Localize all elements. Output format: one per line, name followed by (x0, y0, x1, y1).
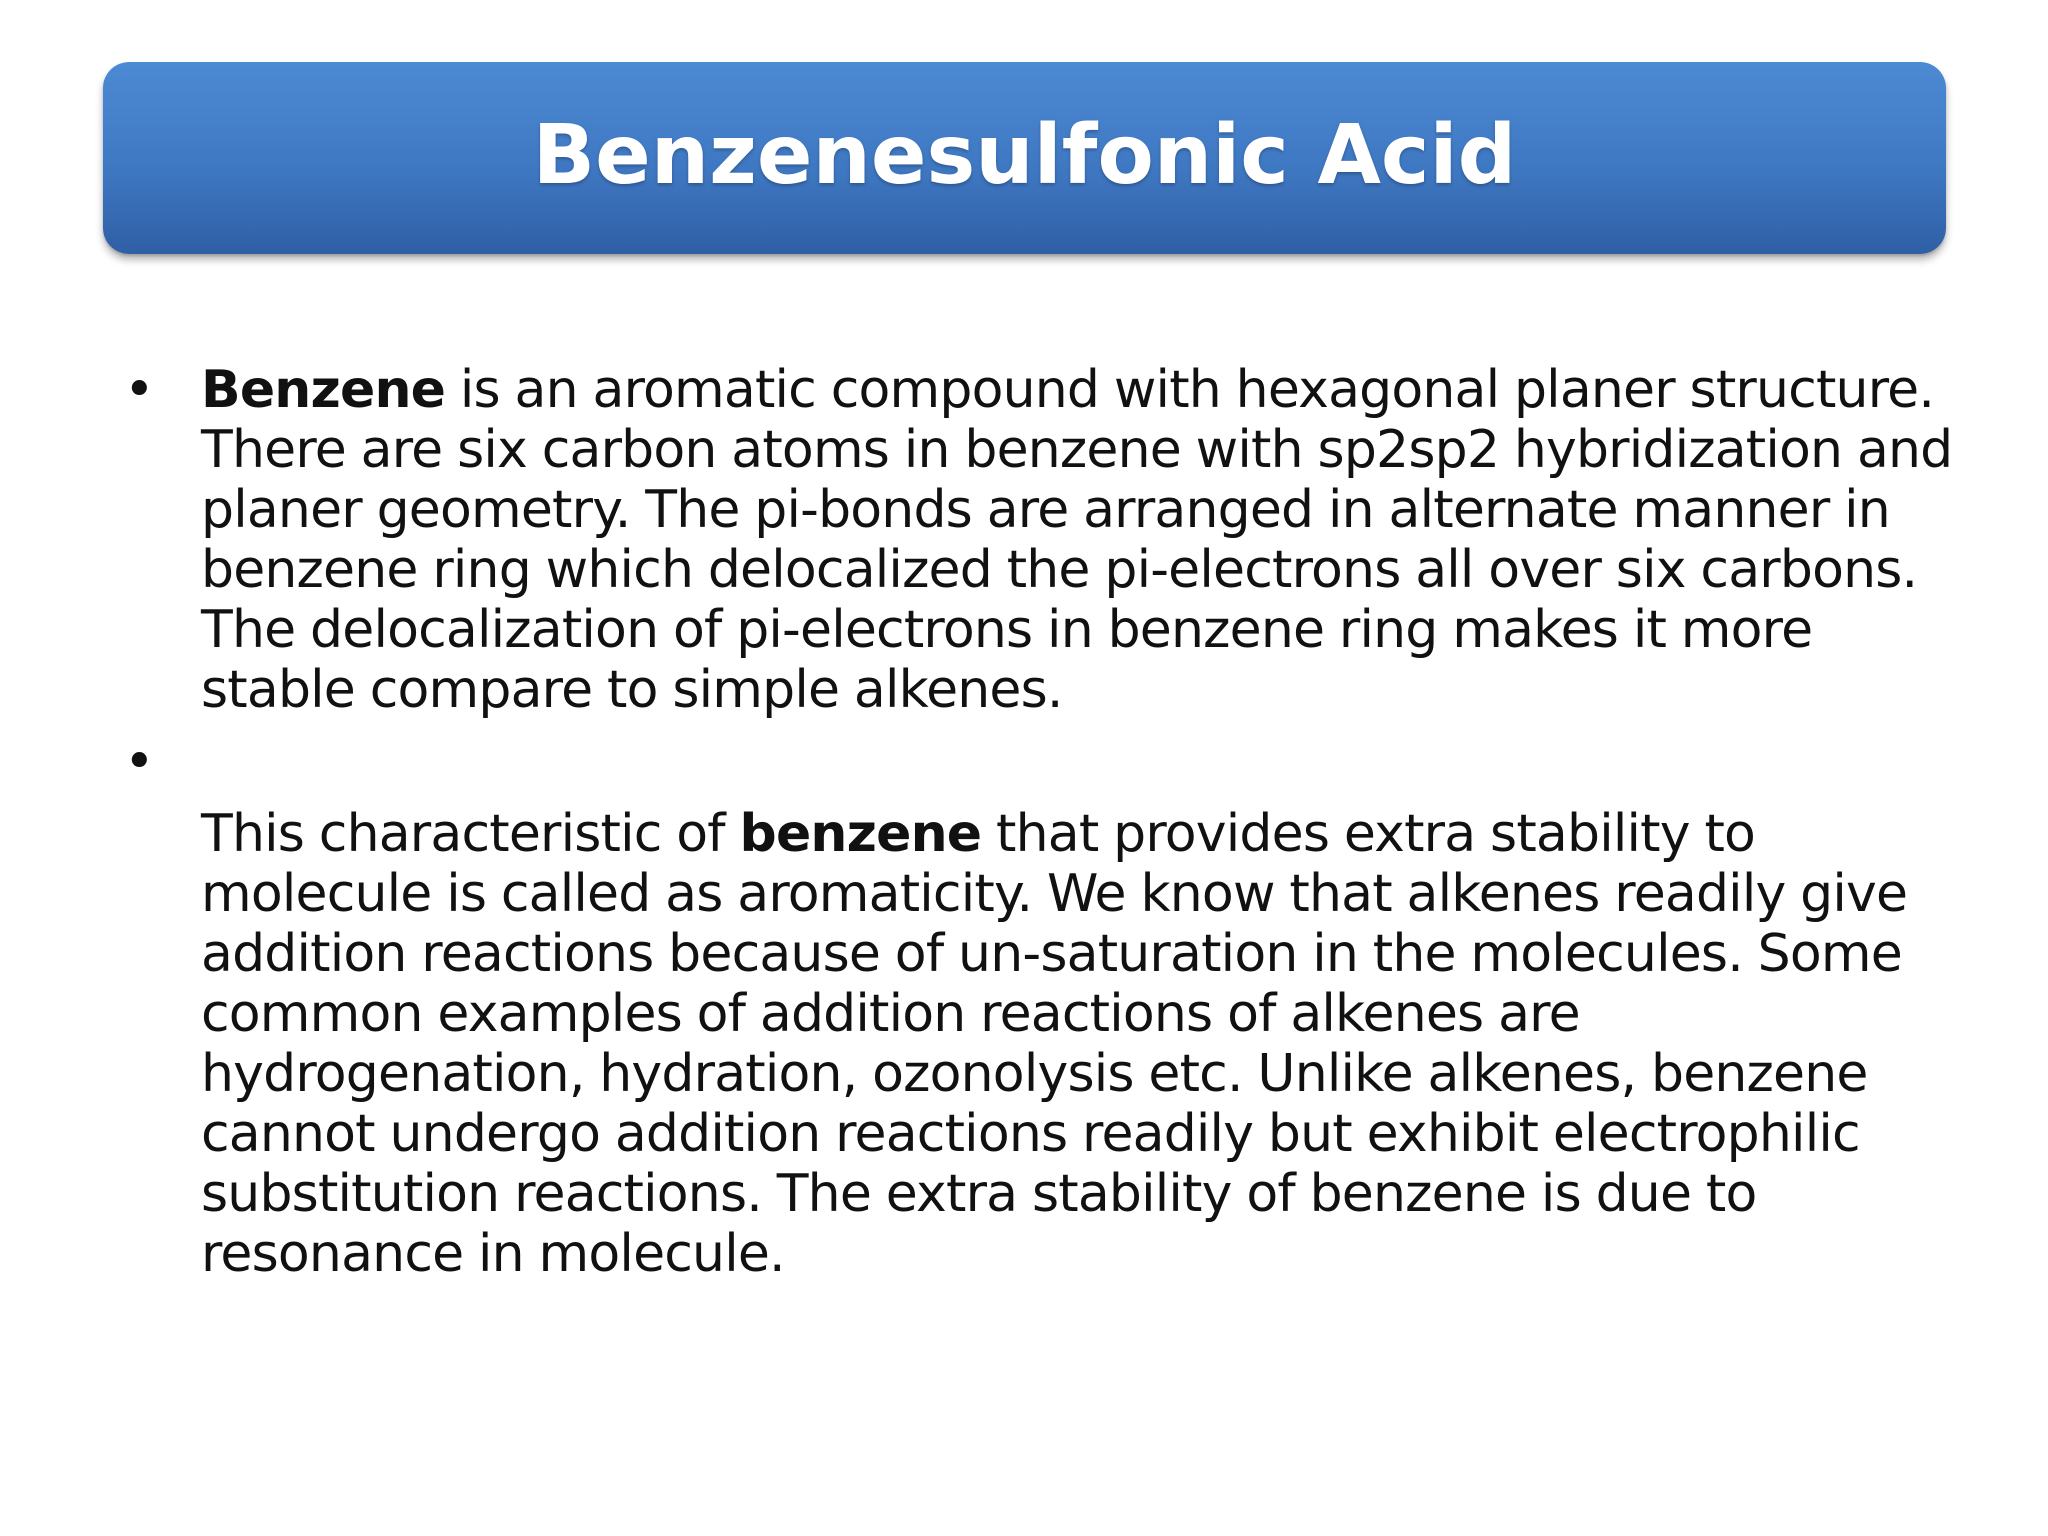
bullet-2-bold-word: benzene (739, 804, 982, 864)
bullet-1-bold-lead: Benzene (201, 360, 446, 420)
bullet-item-2 (118, 732, 1958, 1284)
bullet-2-text (201, 804, 1907, 1284)
slide-title: Benzenesulfonic Acid (532, 107, 1517, 203)
bullet-item-1 (118, 360, 1958, 720)
bullet-2-text-before: This characteristic of (201, 804, 740, 864)
title-bar (103, 62, 1946, 254)
bullet-2-spacer (201, 732, 1958, 804)
bullet-1-text (201, 360, 1952, 720)
slide-content (118, 360, 1958, 1284)
bullet-dot-icon: • (124, 360, 154, 420)
bullet-dot-icon: • (124, 732, 154, 792)
bullet-1-body: is an aromatic compound with hexagonal planer structure. There are six carbon atoms in benzene with sp2sp2 hybridization and planer geometry. The pi-bonds are arranged in alternate manner in benzene ring which delocalized the pi-electrons all over six carbons. The delocalization of pi-electrons in benzene ring makes it more stable compare to simple alkenes. (201, 360, 1953, 720)
bullet-2-text-after: that provides extra stability to molecule is called as aromaticity. We know that alkenes readily give addition reactions because of un-saturation in the molecules. Some common examples of addition reactions of alkenes are hydrogenation, hydration, ozonolysis etc. Unlike alkenes, benzene cannot undergo addition reactions readily but exhibit electrophilic substitution reactions. The extra stability of benzene is due to resonance in molecule. (201, 804, 1908, 1284)
